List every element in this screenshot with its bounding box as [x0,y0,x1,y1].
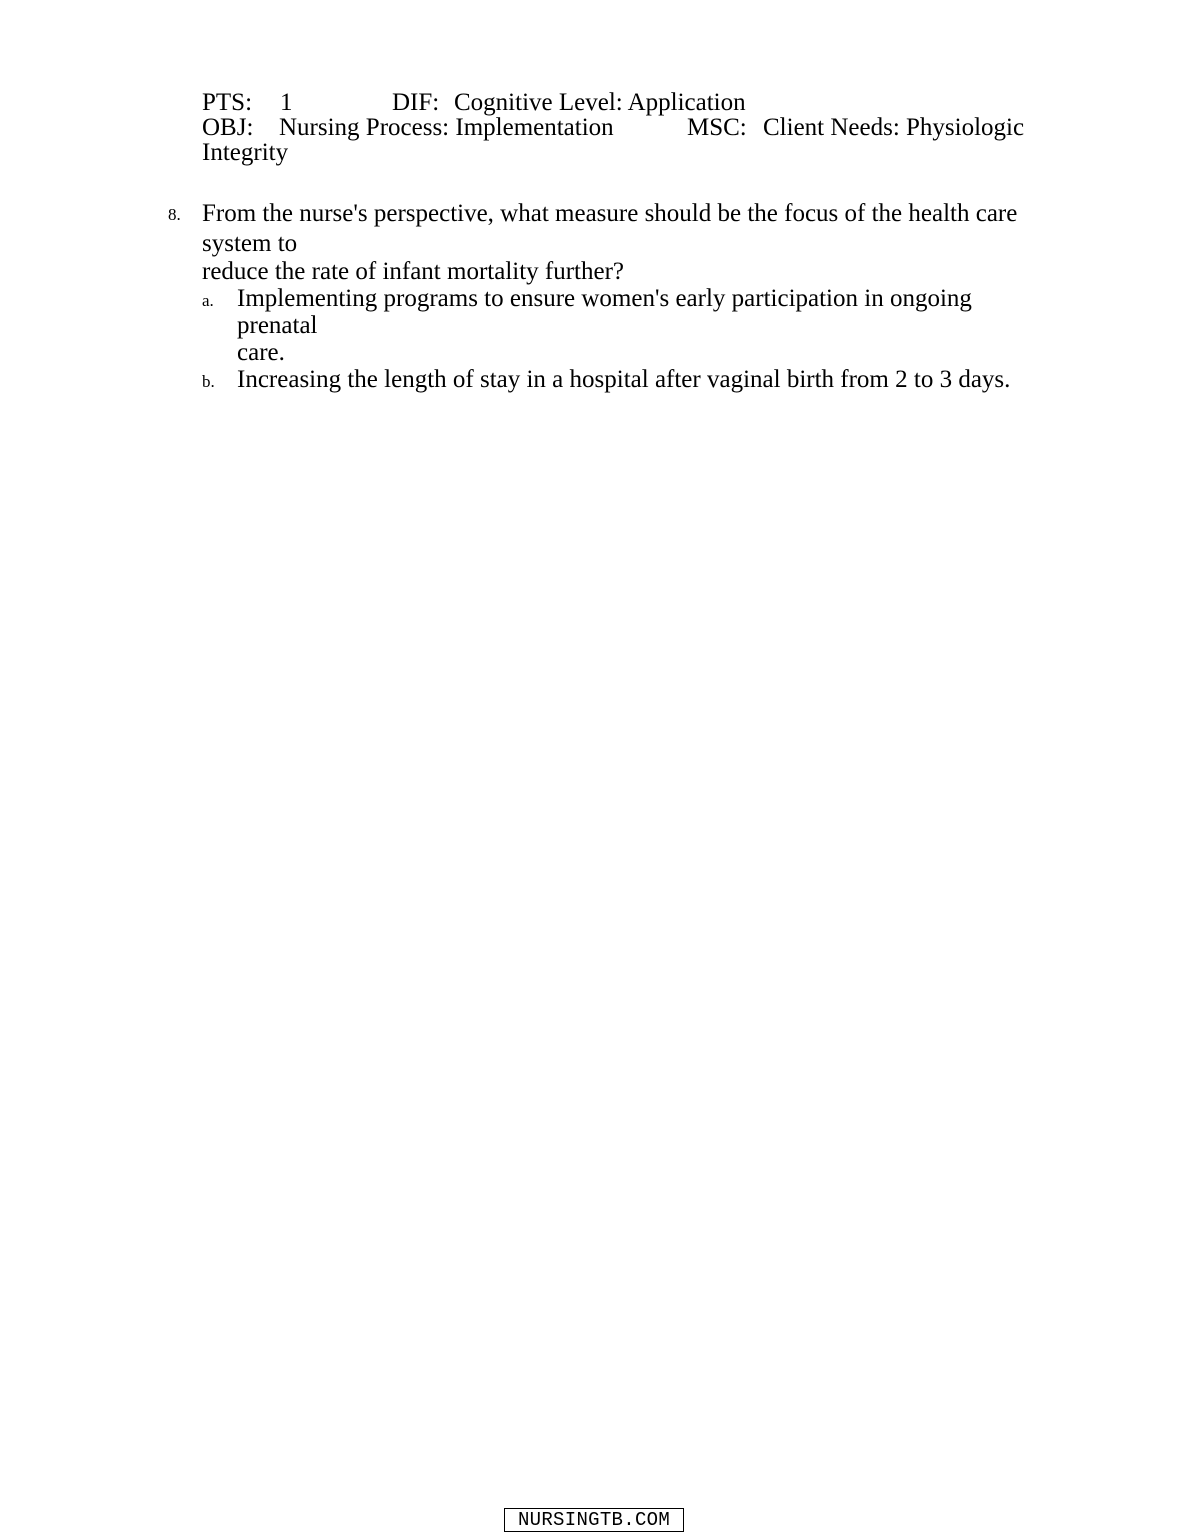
question-stem-line-2: system to [202,230,298,257]
option-a-line-2: prenatal [237,312,318,339]
dif-label: DIF: [392,89,440,116]
question-number: 8. [168,205,181,224]
msc-value: Client Needs: Physiologic [763,114,1025,141]
option-b-letter: b. [202,372,215,391]
footer-watermark: NURSINGTB.COM [504,1508,684,1532]
pts-label: PTS: [202,89,253,116]
meta-row-msc-continued [0,140,1190,165]
obj-value: Nursing Process: Implementation [279,114,614,141]
dif-value: Cognitive Level: Application [454,89,746,116]
msc-value-continued: Integrity [202,139,289,166]
option-a-line-1: Implementing programs to ensure women's early participation in ongoing [237,285,972,312]
option-a-line-3: care. [237,339,285,366]
option-a-letter: a. [202,291,214,310]
meta-row-obj-msc [0,115,1190,140]
question-stem-line-3: reduce the rate of infant mortality further? [202,258,625,285]
pts-value: 1 [280,89,293,116]
option-b-line-1: Increasing the length of stay in a hospital after vaginal birth from 2 to 3 days. [237,366,1011,393]
msc-label: MSC: [687,114,747,141]
meta-row-pts-dif [0,90,1190,115]
question-stem-line-1: From the nurse's perspective, what measure should be the focus of the health care [202,200,1018,227]
obj-label: OBJ: [202,114,254,141]
